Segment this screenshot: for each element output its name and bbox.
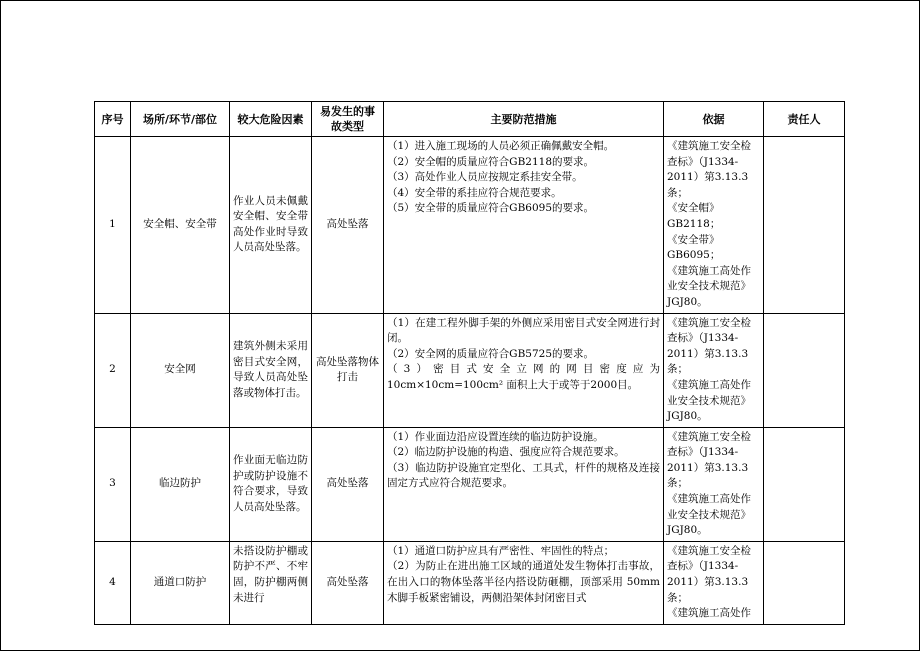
row-risk: 未搭设防护棚或防护不严、不牢固，防护棚两侧未进行	[230, 541, 312, 624]
measure-item: （2）安全帽的质量应符合GB2118的要求。	[387, 155, 595, 168]
row-risk: 作业人员未佩戴安全帽、安全带高处作业时导致人员高处坠落。	[230, 137, 312, 314]
basis-item: 《安全带》GB6095；	[667, 233, 721, 262]
table-row	[95, 541, 845, 624]
measure-item: （3）临边防护设施宜定型化、工具式，杆件的规格及连接固定方式应符合规范要求。	[387, 461, 660, 490]
basis-item: 《建筑施工安全检查标》（J1334-2011）第3.13.3条；	[667, 430, 751, 490]
measure-item: （2）临边防护设施的构造、强度应符合规范要求。	[387, 446, 625, 459]
basis-item: 《建筑施工安全检查标》（J1334-2011）第3.13.3条；	[667, 140, 751, 199]
row-accident-type: 高处坠落	[312, 137, 384, 314]
basis-item: 《建筑施工高处作业安全技术规范》JGJ80。	[667, 264, 751, 308]
row-place: 安全网	[131, 313, 230, 427]
row-measures	[384, 313, 664, 427]
row-no: 3	[95, 427, 131, 541]
row-basis	[664, 427, 764, 541]
row-basis	[664, 313, 764, 427]
row-no: 1	[95, 137, 131, 314]
header-no: 序号	[95, 102, 131, 137]
row-basis	[664, 137, 764, 314]
basis-item: 《建筑施工高处作业安全技术规范》JGJ80。	[667, 378, 751, 423]
table-header-row	[95, 102, 845, 137]
measure-item: （5）安全带的质量应符合GB6095的要求。	[387, 202, 595, 215]
row-person	[764, 427, 845, 541]
measure-item: （3）高处作业人员应按规定系挂安全带。	[387, 171, 583, 184]
measure-item: （1）通道口防护应具有严密性、牢固性的特点；	[387, 544, 615, 557]
header-person: 责任人	[764, 102, 845, 137]
row-place: 安全帽、安全带	[131, 137, 230, 314]
header-place: 场所/环节/部位	[131, 102, 230, 137]
row-risk: 作业面无临边防护或防护设施不符合要求，导致人员高处坠落。	[230, 427, 312, 541]
row-person	[764, 541, 845, 624]
row-measures	[384, 427, 664, 541]
measure-item: （2）为防止在进出施工区域的通道处发生物体打击事故，在出入口的物体坠落半径内搭设防砸棚，顶部采用 50mm 木脚手板紧密铺设，两侧沿架体封闭密目式	[387, 560, 660, 604]
row-accident-type: 高处坠落物体打击	[312, 313, 384, 427]
row-no: 4	[95, 541, 131, 624]
row-place: 通道口防护	[131, 541, 230, 624]
basis-item: 《建筑施工高处作	[667, 607, 751, 620]
header-basis: 依据	[664, 102, 764, 137]
row-place: 临边防护	[131, 427, 230, 541]
measure-item: （1）作业面边沿应设置连续的临边防护设施。	[387, 430, 604, 443]
basis-item: 《安全帽》GB2118；	[667, 202, 721, 230]
safety-measures-table-container	[94, 101, 844, 620]
row-basis	[664, 541, 764, 624]
header-measures: 主要防范措施	[384, 102, 664, 137]
row-accident-type: 高处坠落	[312, 427, 384, 541]
measure-item: （2）安全网的质量应符合GB5725的要求。	[387, 347, 595, 360]
safety-measures-table	[94, 101, 845, 625]
row-risk: 建筑外侧未采用密目式安全网，导致人员高处坠落或物体打击。	[230, 313, 312, 427]
table-row	[95, 313, 845, 427]
table-row	[95, 137, 845, 314]
row-accident-type: 高处坠落	[312, 541, 384, 624]
measure-item: （4）安全带的系挂应符合规范要求。	[387, 186, 562, 199]
header-accident-type: 易发生的事故类型	[312, 102, 384, 137]
basis-item: 《建筑施工高处作业安全技术规范》JGJ80。	[667, 493, 751, 537]
measure-item: （3）密目式安全立网的网目密度应为10cm×10cm=100cm² 面积上大于或等于2000目。	[387, 363, 660, 391]
basis-item: 《建筑施工安全检查标》（J1334-2011）第3.13.3条；	[667, 316, 751, 376]
measure-item: （1）在建工程外脚手架的外侧应采用密目式安全网进行封闭。	[387, 316, 660, 345]
row-person	[764, 137, 845, 314]
basis-item: 《建筑施工安全检查标》（J1334-2011）第3.13.3条；	[667, 544, 751, 604]
row-no: 2	[95, 313, 131, 427]
header-risk: 较大危险因素	[230, 102, 312, 137]
row-person	[764, 313, 845, 427]
measure-item: （1）进入施工现场的人员必须正确佩戴安全帽。	[387, 140, 615, 152]
row-measures	[384, 137, 664, 314]
table-row	[95, 427, 845, 541]
row-measures	[384, 541, 664, 624]
